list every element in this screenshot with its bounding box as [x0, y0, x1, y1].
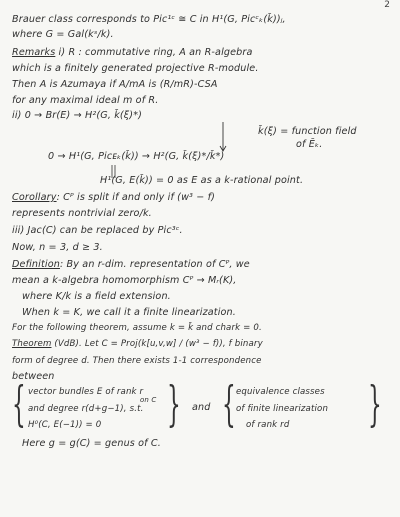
remarks-text: i) R : commutative ring, A an R-algebra — [55, 47, 253, 58]
left-brace: { — [222, 376, 236, 432]
text-line: which is a finitely generated projective R-module. — [12, 63, 259, 74]
corollary-heading: Corollary — [12, 192, 57, 203]
left-brace: { — [12, 376, 26, 432]
remarks-heading: Remarks — [12, 47, 56, 58]
text-line: where G = Gal(kˢ/k). — [12, 29, 114, 40]
definition-heading: Definition — [12, 259, 60, 270]
theorem-text: (VdB). Let C = Proj(k[u,v,w] / (w³ − f)), f binary — [51, 339, 263, 349]
text-line: between — [12, 371, 55, 382]
theorem-line — [12, 339, 263, 349]
corollary-line — [12, 192, 215, 203]
text-line: for any maximal ideal m of R. — [12, 95, 159, 106]
text-line: Now, n = 3, d ≥ 3. — [12, 242, 103, 253]
text-line: and degree r(d+g−1), s.t. — [28, 404, 144, 414]
right-brace: } — [368, 376, 382, 432]
connector-word: and — [192, 402, 211, 413]
text-line: represents nontrivial zero/k. — [12, 208, 152, 219]
text-line: 0 → H¹(G, Picᴇₖ(k̄)) → H²(G, k̄(ξ)*/k̄*) — [48, 151, 225, 162]
text-line: Then A is Azumaya if A/mA is (R/mR)-CSA — [12, 79, 218, 90]
text-line: of rank rd — [246, 420, 290, 430]
text-line: When k = K, we call it a finite linearization. — [22, 307, 236, 318]
annotation: on C — [140, 396, 157, 404]
definition-text: : By an r-dim. representation of Cᴾ, we — [59, 259, 250, 270]
text-line: Brauer class corresponds to Pic¹ᶜ ≅ C in H¹(G, Picᶜₖ(k̄))ⱼ, — [12, 14, 286, 25]
text-line: vector bundles E of rank r — [28, 387, 144, 397]
text-line: equivalence classes — [236, 387, 325, 397]
text-line: H⁰(C, E(−1)) = 0 — [28, 420, 102, 430]
text-line: For the following theorem, assume k = k̄ and chark = 0. — [12, 323, 262, 333]
text-line: iii) Jac(C) can be replaced by Pic³ᶜ. — [12, 225, 183, 236]
corollary-text: : Cᴾ is split if and only if (w³ − f) — [56, 192, 216, 203]
text-line: H¹(G, E(k̄)) = 0 as E as a k-rational point. — [100, 175, 304, 186]
side-note: k̄(ξ) = function field — [258, 126, 357, 137]
text-line: ii) 0 → Br(E) → H²(G, k̄(ξ)*) — [12, 110, 143, 121]
text-line: Here g = g(C) = genus of C. — [22, 438, 161, 449]
text-line: form of degree d. Then there exists 1-1 correspondence — [12, 356, 262, 366]
side-note: of Ēₖ. — [296, 139, 323, 150]
definition-line — [12, 259, 250, 270]
text-line: where K/k is a field extension. — [22, 291, 171, 302]
text-line: of finite linearization — [236, 404, 329, 414]
page-number: 2 — [384, 0, 390, 10]
right-brace: } — [167, 376, 181, 432]
text-line: mean a k-algebra homomorphism Cᴾ → Mᵣ(K), — [12, 275, 237, 286]
theorem-heading: Theorem — [12, 339, 52, 349]
